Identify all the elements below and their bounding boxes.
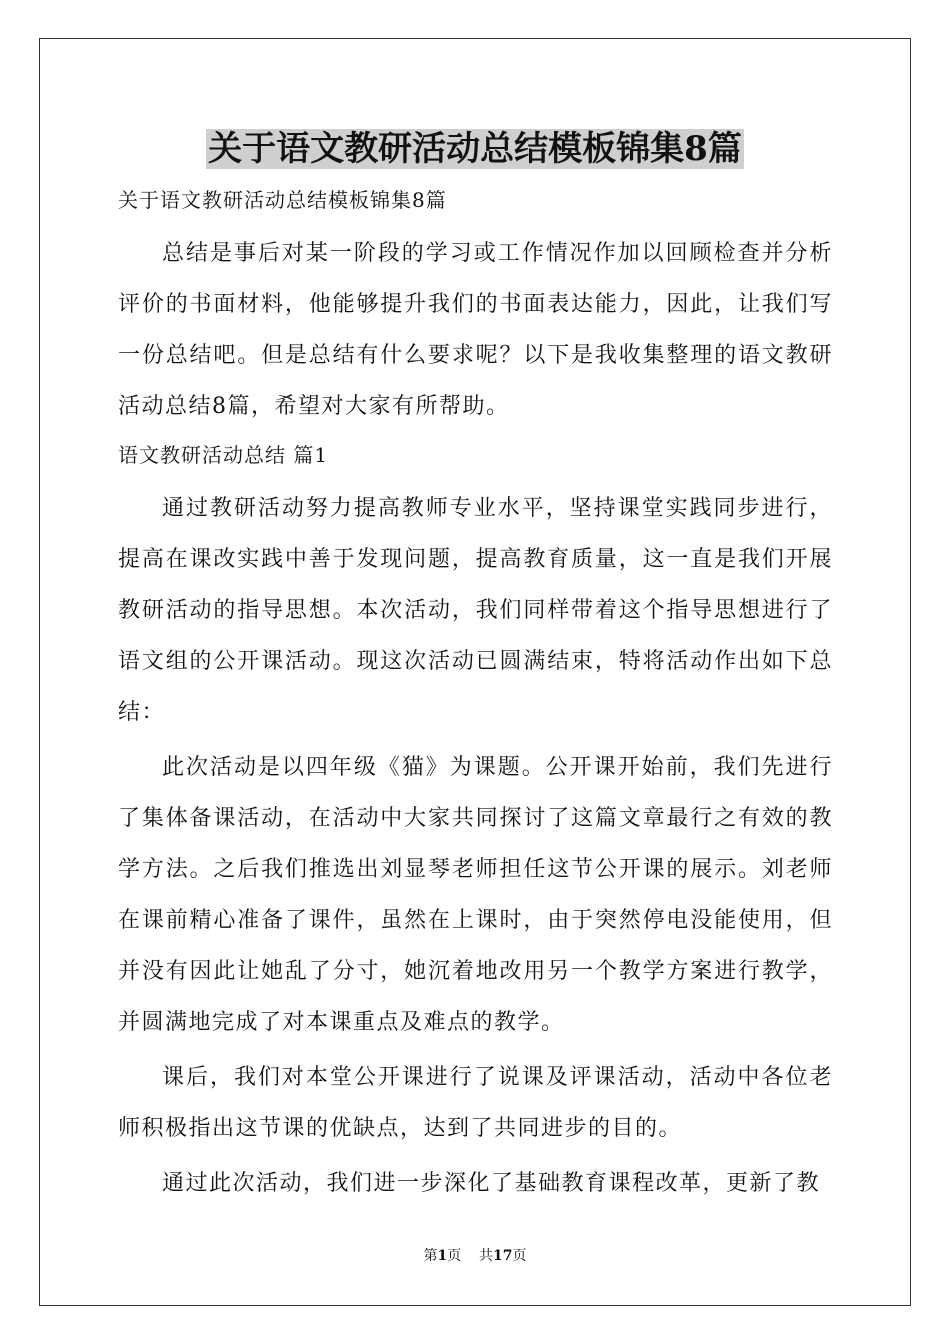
body-paragraph-1: 通过教研活动努力提高教师专业水平，坚持课堂实践同步进行，提高在课改实践中善于发现问题，提高教育质量，这一直是我们开展教研活动的指导思想。本次活动，我们同样带着这个指导思想进行了语文组的公开课活动。现这次活动已圆满结束，特将活动作出如下总结： — [118, 496, 833, 725]
document-subtitle: 关于语文教研活动总结模板锦集8篇 — [118, 188, 447, 212]
footer-total-suffix: 页 — [512, 1248, 527, 1264]
intro-paragraph: 总结是事后对某一阶段的学习或工作情况作加以回顾检查并分析评价的书面材料，他能够提升我们的书面表达能力，因此，让我们写一份总结吧。但是总结有什么要求呢？以下是我收集整理的语文教研活动总结8篇，希望对大家有所帮助。 — [118, 241, 833, 419]
document-body — [118, 182, 833, 1209]
body-paragraph-4: 通过此次活动，我们进一步深化了基础教育课程改革，更新了教 — [162, 1171, 821, 1196]
section-heading: 语文教研活动总结 篇1 — [118, 443, 329, 467]
body-paragraph-3: 课后，我们对本堂公开课进行了说课及评课活动，活动中各位老师积极指出这节课的优缺点，达到了共同进步的目的。 — [118, 1065, 833, 1141]
footer-page-suffix: 页 共 — [447, 1248, 494, 1264]
footer-total-pages: 17 — [493, 1248, 513, 1264]
footer-page-number: 1 — [437, 1248, 448, 1264]
document-title-text: 关于语文教研活动总结模板锦集8篇 — [208, 129, 742, 169]
page-footer — [0, 1246, 950, 1266]
footer-page-prefix: 第 — [423, 1248, 438, 1264]
body-paragraph-2: 此次活动是以四年级《猫》为课题。公开课开始前，我们先进行了集体备课活动，在活动中大家共同探讨了这篇文章最行之有效的教学方法。之后我们推选出刘显琴老师担任这节公开课的展示。刘老师在课前精心准备了课件，虽然在上课时，由于突然停电没能使用，但并没有因此让她乱了分寸，她沉着地改用另一个教学方案进行教学，并圆满地完成了对本课重点及难点的教学。 — [118, 755, 833, 1035]
document-title — [0, 126, 950, 172]
